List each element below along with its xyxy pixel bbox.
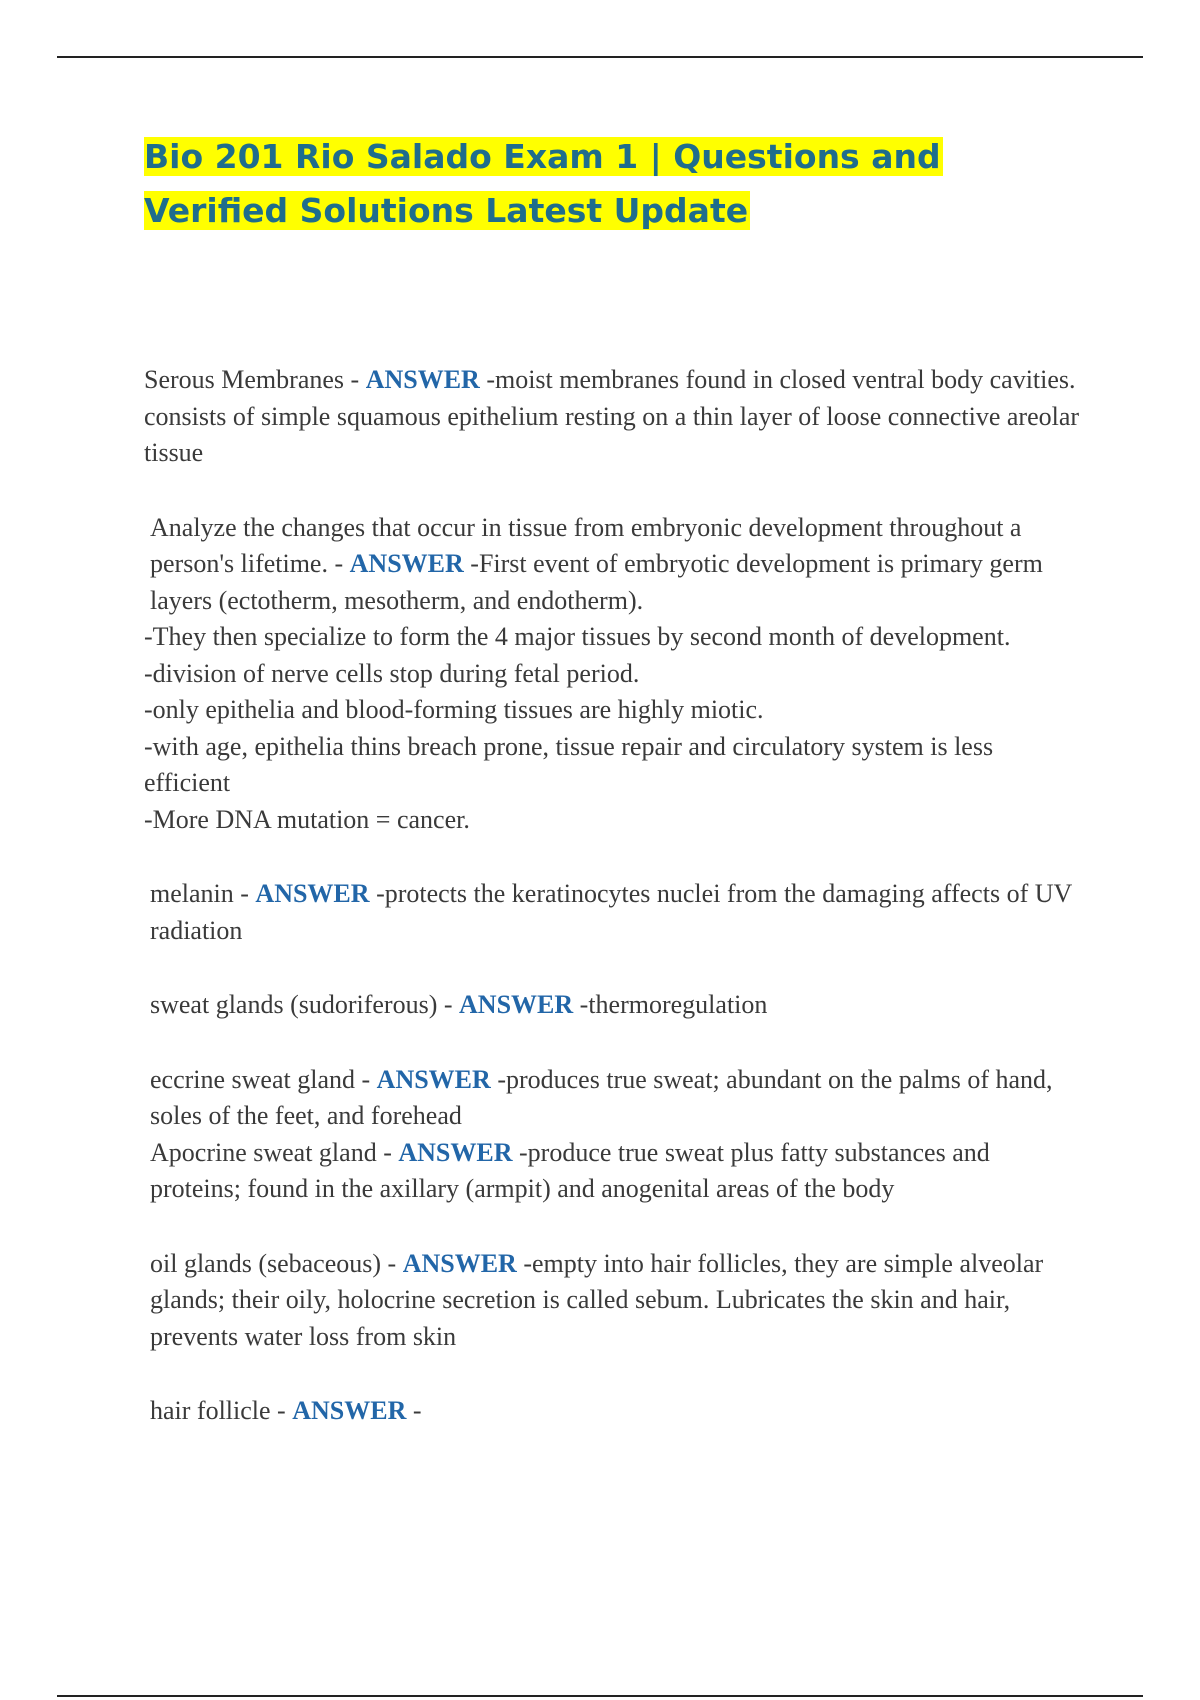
document-body [144, 362, 1084, 1468]
answer-label: ANSWER [365, 365, 480, 394]
answer-line: -with age, epithelia thins breach prone, tissue repair and circulatory system is less efficient [144, 731, 994, 797]
answer-text: - [412, 1396, 422, 1425]
answer-label: ANSWER [402, 1248, 517, 1278]
bottom-rule [57, 1695, 1143, 1697]
question-term: Apocrine sweat gland - [150, 1137, 399, 1167]
qa-text [144, 876, 1084, 949]
title-highlight: Bio 201 Rio Salado Exam 1 | Questions and Verified Solutions Latest Update [144, 137, 941, 230]
question-term: melanin - [150, 879, 256, 908]
qa-entry [144, 987, 1084, 1024]
answer-label: ANSWER [349, 549, 464, 578]
question-term: eccrine sweat gland - [150, 1064, 377, 1094]
answer-text: -protects the keratinocytes nuclei from the damaging affects of UV radiation [150, 879, 1072, 945]
answer-text: -produce true sweat plus fatty substances and proteins; found in the axillary (armpit) and anogenital areas of the body [150, 1137, 990, 1203]
document-title [144, 130, 1044, 238]
qa-entry [144, 362, 1084, 472]
qa-text [144, 362, 1084, 472]
answer-text: -produces true sweat; abundant on the palms of hand, soles of the feet, and forehead [150, 1064, 1053, 1130]
answer-text: -First event of embryotic development is primary germ layers (ectotherm, mesotherm, and endotherm). [150, 549, 1043, 615]
answer-label: ANSWER [292, 1396, 407, 1425]
qa-entry [144, 1246, 1084, 1356]
answer-line: -only epithelia and blood-forming tissues are highly miotic. [144, 695, 764, 724]
question-term: Serous Membranes - [144, 365, 366, 394]
answer-label: ANSWER [376, 1064, 491, 1094]
answer-line: -division of nerve cells stop during fetal period. [144, 658, 640, 688]
qa-text [144, 1246, 1084, 1356]
qa-entry [144, 1062, 1084, 1135]
answer-text: -moist membranes found in closed ventral body cavities. consists of simple squamous epithelium resting on a thin layer of loose connective areolar tissue [144, 365, 1080, 467]
qa-entry [144, 510, 1084, 839]
question-term: oil glands (sebaceous) - [150, 1248, 403, 1278]
answer-label: ANSWER [255, 879, 370, 908]
answer-line: -More DNA mutation = cancer. [144, 804, 470, 834]
qa-entry [144, 1393, 1084, 1430]
qa-text [144, 1393, 1084, 1430]
answer-label: ANSWER [398, 1137, 513, 1167]
qa-entry [144, 1135, 1084, 1208]
answer-label: ANSWER [459, 990, 574, 1019]
qa-entry [144, 876, 1084, 949]
question-term: sweat glands (sudoriferous) - [150, 990, 460, 1019]
top-rule [57, 56, 1143, 58]
qa-text [144, 1062, 1084, 1135]
question-term: Analyze the changes that occur in tissue from embryonic development throughout a person's lifetime. - [150, 512, 1022, 578]
qa-text [144, 1135, 1084, 1208]
qa-text [144, 987, 1084, 1024]
question-term: hair follicle - [150, 1396, 293, 1425]
answer-text: -thermoregulation [579, 990, 768, 1019]
answer-line: -They then specialize to form the 4 major tissues by second month of development. [144, 622, 1011, 651]
qa-text [144, 510, 1084, 620]
answer-text: -empty into hair follicles, they are simple alveolar glands; their oily, holocrine secretion is called sebum. Lubricates the skin and hair, prevents water loss from skin [150, 1248, 1044, 1351]
